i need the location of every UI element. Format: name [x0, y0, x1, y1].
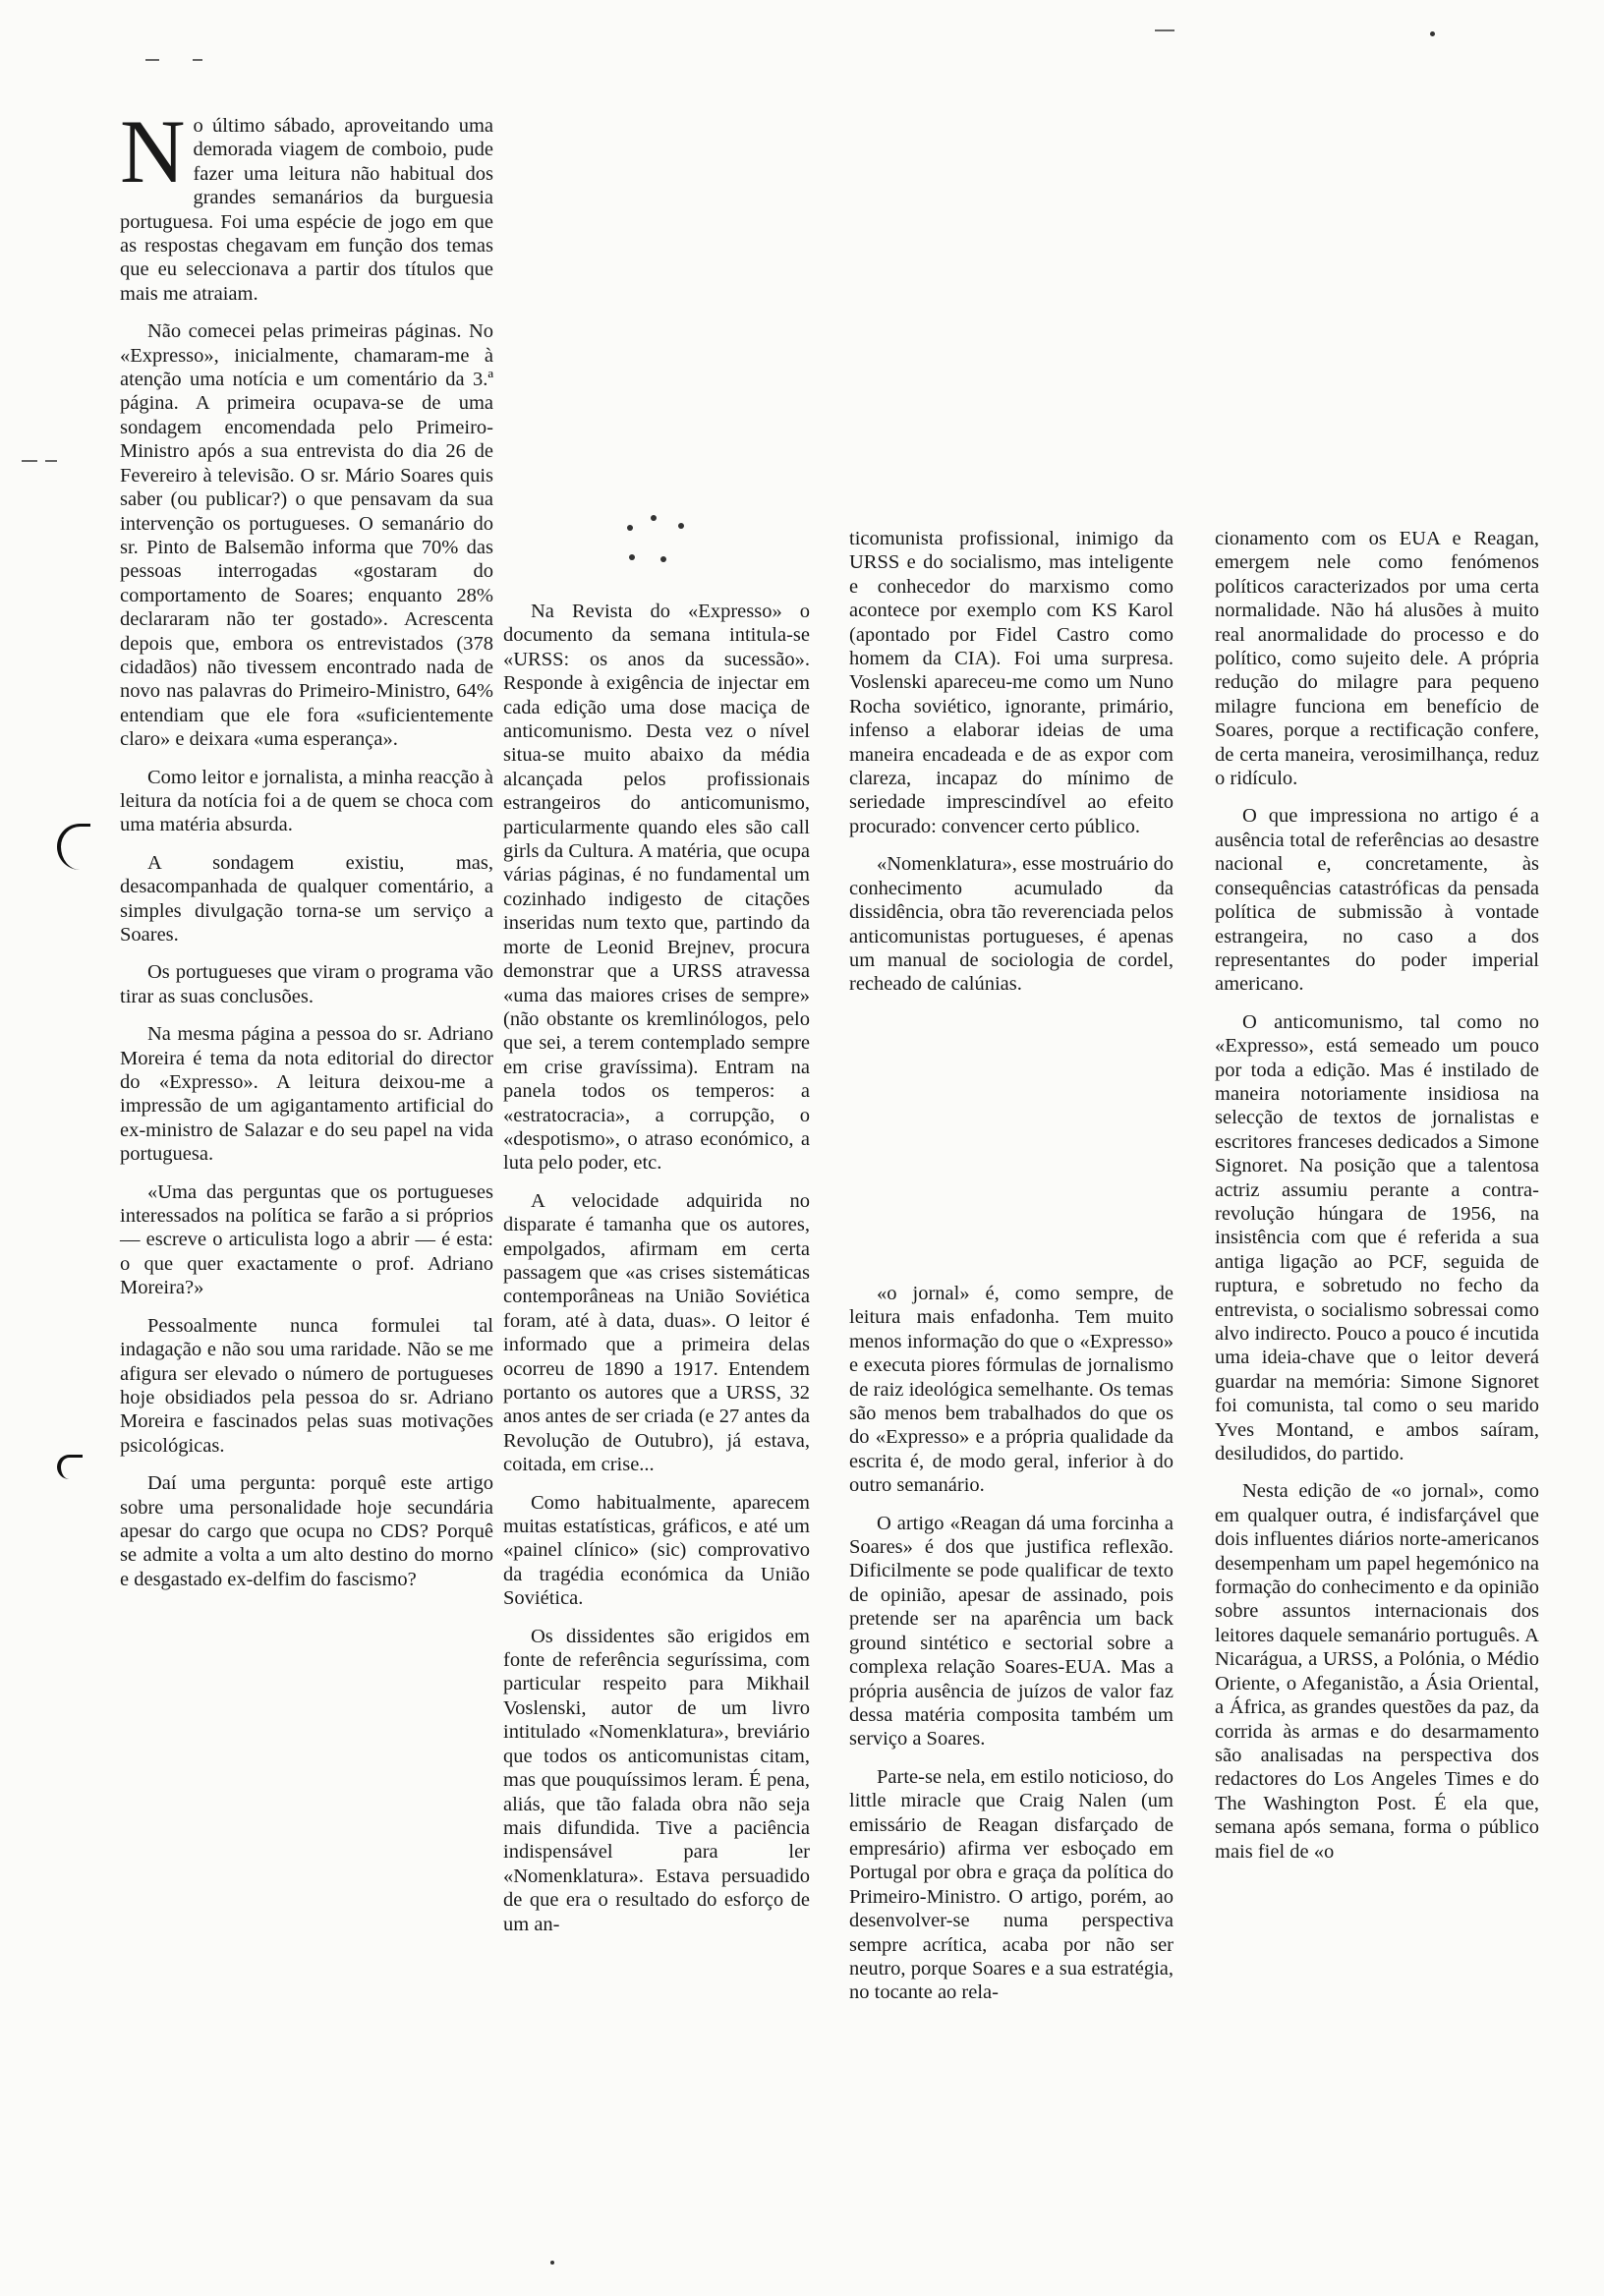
scan-artifact [57, 824, 90, 870]
article-paragraph: Parte-se nela, em estilo noticioso, do little miracle que Craig Nalen (um emissário de Reagan disfarçado de empresário) afirma ver esboçado em Portugal por obra e graça da política do Primeiro-Ministro. O artigo, porém, ao desenvolver-se numa perspectiva sempre acrítica, acaba por não ser neutro, porque Soares e a sua estratégia, no tocante ao rela- [849, 1765, 1174, 2004]
section-ornament [651, 515, 657, 521]
article-paragraph: Nesta edição de «o jornal», como em qualquer outra, é indisfarçável que dois influentes diários norte-americanos desempenham um papel hegemónico na formação do conhecimento e da opinião sobre assuntos internacionais dos leitores daquele semanário português. A Nicarágua, a URSS, a Polónia, o Médio Oriente, o Afeganistão, a Ásia Oriental, a África, as grandes questões da paz, da corrida às armas e do desarmamento são analisadas na perspectiva dos redactores do Los Angeles Times e do The Washington Post. É ela que, semana após semana, forma o público mais fiel de «o [1215, 1480, 1539, 1863]
article-paragraph: A sondagem existiu, mas, desacompanhada de qualquer comentário, a simples divulgação torna-se um serviço a Soares. [120, 851, 493, 946]
scan-artifact [22, 460, 37, 462]
drop-cap: N [120, 101, 186, 201]
article-paragraph: ticomunista profissional, inimigo da URSS e do socialismo, mas inteligente e conhecedor do marxismo como acontece por exemplo com KS Karol (apontado por Fidel Castro como homem da CIA). Foi uma surpresa. Voslenski apareceu-me como um Nuno Rocha soviético, ignorante, primário, infenso a elaborar ideias de uma maneira encadeada e de as expor com clareza, incapaz do mínimo de seriedade imprescindível ao efeito procurado: convencer certo público. [849, 528, 1174, 837]
scan-artifact [45, 460, 57, 462]
scan-artifact [57, 1455, 83, 1479]
article-paragraph: Não comecei pelas primeiras páginas. No «Expresso», inicialmente, chamaram-me à atenção uma notícia e um comentário da 3.ª página. A primeira ocupava-se de uma sondagem encomendada pelo Primeiro-Ministro após a sua entrevista do dia 26 de Fevereiro à televisão. O sr. Mário Soares quis saber (ou publicar?) o que pensavam da sua intervenção os portugueses. O semanário do sr. Pinto de Balsemão informa que 70% das pessoas interrogadas «gostaram do comportamento de Soares; enquanto 28% declararam não ter gostado». Acrescenta depois que, embora os entrevistados (378 cidadãos) não tivessem encontrado nada de novo nas palavras do Primeiro-Ministro, 64% entendiam que ele fora «suficientemente claro» e deixara «uma esperança». [120, 320, 493, 751]
article-column-3-continued [849, 1282, 1174, 2019]
article-paragraph: O artigo «Reagan dá uma forcinha a Soares» é dos que justifica reflexão. Dificilmente se pode qualificar de texto de opinião, apesar de assinado, pois pretende ser na aparência um back ground sintético e sectorial sobre a complexa relação Soares-EUA. Mas a própria ausência de juízos de valor faz dessa matéria composita também um serviço a Soares. [849, 1512, 1174, 1751]
section-ornament [678, 523, 684, 529]
scan-artifact [1430, 31, 1435, 36]
article-paragraph: «Uma das perguntas que os portugueses interessados na política se farão a si próprios — escreve o articulista logo a abrir — é esta: o que quer exactamente o prof. Adriano Moreira?» [120, 1180, 493, 1299]
paragraph-text: o último sábado, aproveitando uma demorada viagem de comboio, pude fazer uma leitura não habitual dos grandes semanários da burguesia portuguesa. Foi uma espécie de jogo em que as respostas chegavam em função dos temas que eu seleccionava a partir dos títulos que mais me atraiam. [120, 115, 493, 305]
article-paragraph: cionamento com os EUA e Reagan, emergem nele como fenómenos políticos caracterizados por uma certa normalidade. Não há alusões à muito real anormalidade do processo e do político, como sujeito dele. A própria redução do milagre para pequeno milagre funciona em benefício de Soares, porque a rectificação confere, de certa maneira, verosimilhança, reduz o ridículo. [1215, 528, 1539, 790]
scan-artifact [1155, 29, 1174, 31]
article-paragraph: O que impressiona no artigo é a ausência total de referências ao desastre nacional e, concretamente, às consequências catastróficas da pensada política de submissão à vontade estrangeira, no caso a dos representantes do poder imperial americano. [1215, 805, 1539, 996]
section-ornament [627, 525, 633, 531]
article-column-1 [120, 101, 493, 1605]
article-paragraph: O anticomunismo, tal como no «Expresso», está semeado um pouco por toda a edição. Mas é instilado de maneira notoriamente insidiosa na selecção de textos de jornalistas e escritores franceses dedicados a Simone Signoret. Na posição que a talentosa actriz assumiu perante a contra-revolução húngara de 1956, na insistência com que é referida a sua antiga ligação ao PCF, seguida de ruptura, e sobretudo no fecho da entrevista, o socialismo sobressai como alvo indirecto. Pouco a pouco é incutida uma ideia-chave que o leitor deverá guardar na memória: Simone Signoret foi comunista, tal como o seu marido Yves Montand, e ambos saíram, desiludidos, do partido. [1215, 1010, 1539, 1465]
article-paragraph: «Nomenklatura», esse mostruário do conhecimento acumulado da dissidência, obra tão reverenciada pelos anticomunistas portugueses, é apenas um manual de sociologia de cordel, recheado de calúnias. [849, 853, 1174, 996]
article-paragraph: Daí uma pergunta: porquê este artigo sobre uma personalidade hoje secundária apesar do cargo que ocupa no CDS? Porquê se admite a volta a um alto destino do morno e desgastado ex-delfim do fascismo? [120, 1472, 493, 1590]
article-paragraph: Como leitor e jornalista, a minha reacção à leitura da notícia foi a de quem se choca com uma matéria absurda. [120, 766, 493, 836]
article-paragraph: «o jornal» é, como sempre, de leitura mais enfadonha. Tem muito menos informação do que o «Expresso» e executa piores fórmulas de jornalismo de raiz ideológica semelhante. Os temas são menos bem trabalhados do que os do «Expresso» e a própria qualidade da escrita é, de modo geral, inferior à do outro semanário. [849, 1283, 1174, 1497]
scan-artifact [550, 2261, 554, 2265]
article-column-2 [503, 600, 810, 1950]
section-ornament [660, 556, 666, 562]
article-paragraph: Na mesma página a pessoa do sr. Adriano Moreira é tema da nota editorial do director do «Expresso». A leitura deixou-me a impressão de um agigantamento artificial do ex-ministro de Salazar e do seu papel na vida portuguesa. [120, 1023, 493, 1166]
scan-artifact [193, 59, 202, 61]
section-ornament [629, 554, 635, 560]
article-paragraph: Pessoalmente nunca formulei tal indagação e não sou uma raridade. Não se me afigura ser elevado o número de portugueses hoje obsidiados pela pessoa do sr. Adriano Moreira e fascinados pelas suas motivações psicológicas. [120, 1314, 493, 1457]
article-column-4 [1215, 527, 1539, 1877]
article-paragraph: A velocidade adquirida no disparate é tamanha que os autores, empolgados, afirmam em certa passagem que «as crises sistemáticas contemporâneas na União Soviética foram, até à data, duas». O leitor é informado que a primeira delas ocorreu de 1890 a 1917. Entendem portanto os autores que a URSS, 32 anos antes de ser criada (e 27 antes da Revolução de Outubro), já estava, coitada, em crise... [503, 1189, 810, 1476]
article-paragraph: Na Revista do «Expresso» o documento da semana intitula-se «URSS: os anos da sucessão». Responde à exigência de injectar em cada edição uma dose maciça de anticomunismo. Desta vez o nível situa-se muito abaixo da média alcançada pelos profissionais estrangeiros do anticomunismo, particularmente quando eles são call girls da Cultura. A matéria, que ocupa várias páginas, é no fundamental um cozinhado indigesto de citações inseridas num texto que, partindo da morte de Leonid Brejnev, procura demonstrar que a URSS atravessa «uma das maiores crises de sempre» (não obstante os kremlinólogos, pelo que sei, a terem contemplado sempre em crise gravíssima). Entram na panela todos os temperos: a «estratocracia», a corrupção, o «despotismo», o atraso económico, a luta pelo poder, etc. [503, 601, 810, 1175]
article-paragraph: Os dissidentes são erigidos em fonte de referência seguríssima, com particular respeito para Mikhail Voslenski, autor de um livro intitulado «Nomenklatura», breviário que todos os anticomunistas citam, mas que pouquíssimos leram. É pena, aliás, que tão falada obra não seja mais difundida. Tive a paciência indispensável para ler «Nomenklatura». Estava persuadido de que era o resultado do esforço de um an- [503, 1625, 810, 1935]
article-paragraph: Como habitualmente, aparecem muitas estatísticas, gráficos, e até um «painel clínico» (sic) comprovativo da tragédia económica da União Soviética. [503, 1491, 810, 1610]
article-paragraph [120, 101, 493, 306]
scan-artifact [145, 59, 159, 61]
article-paragraph: Os portugueses que viram o programa vão tirar as suas conclusões. [120, 961, 493, 1007]
article-column-3 [849, 527, 1174, 1010]
